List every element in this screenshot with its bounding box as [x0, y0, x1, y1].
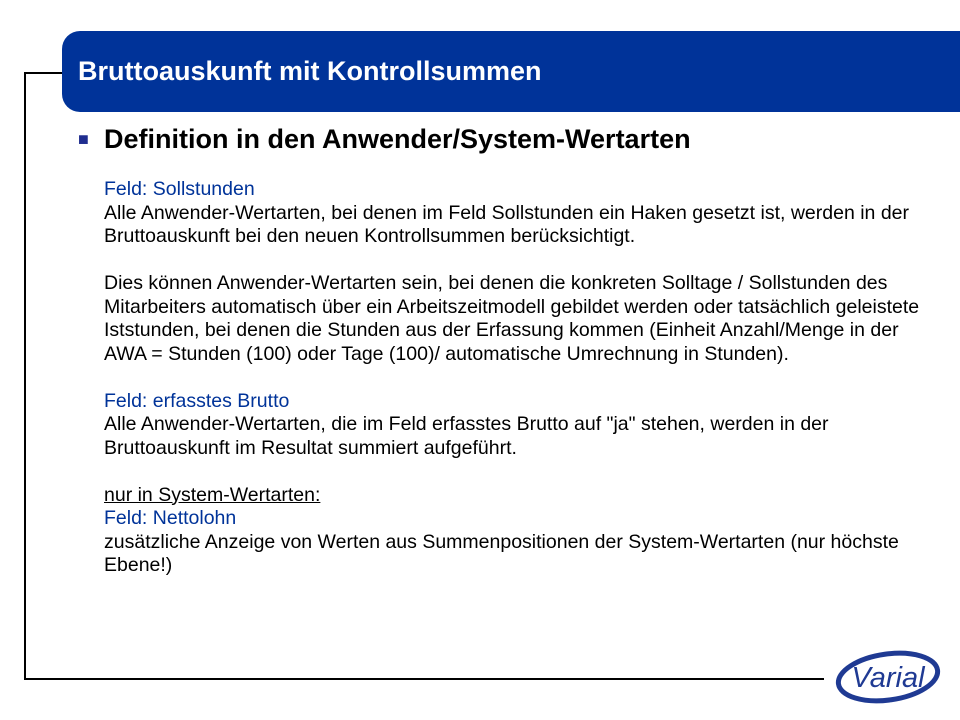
slide-content — [104, 178, 934, 578]
bullet-heading-row — [78, 124, 938, 155]
brutto-label: Feld: erfasstes Brutto — [104, 389, 290, 412]
frame-line-left — [24, 72, 26, 680]
system-note: nur in System-Wertarten: — [104, 483, 321, 506]
nettolohn-text: zusätzliche Anzeige von Werten aus Summenpositionen der System-Wertarten (nur höchste Ebene!) — [104, 530, 899, 576]
section-heading: Definition in den Anwender/System-Wertarten — [104, 124, 691, 154]
svg-text:Varial: Varial — [851, 662, 925, 694]
sollstunden-text-1: Alle Anwender-Wertarten, bei denen im Feld Sollstunden ein Haken gesetzt ist, werden in der Bruttoauskunft bei den neuen Kontrollsummen berücksichtigt. — [104, 201, 910, 247]
varial-logo — [832, 645, 944, 705]
square-bullet-icon: ■ — [78, 129, 89, 149]
sollstunden-label: Feld: Sollstunden — [104, 178, 255, 200]
slide-title: Bruttoauskunft mit Kontrollsummen — [78, 56, 542, 86]
spacer — [104, 366, 934, 390]
spacer — [104, 460, 934, 484]
sollstunden-text-2: Dies können Anwender-Wertarten sein, bei denen die konkreten Solltage / Sollstunden des Mitarbeiters automatisch über ein Arbeitszeitmodell gebildet werden oder tatsächlich geleistete Iststunden, bei denen die Stunden aus der Erfassung kommen (Einheit Anzahl/Menge in der AWA = Stunden (100) oder Tage (100)/ automatische Umrechnung in Stunden). — [104, 272, 920, 365]
brutto-text: Alle Anwender-Wertarten, die im Feld erfasstes Brutto auf "ja" stehen, werden in der Bruttoauskunft im Resultat summiert aufgeführt. — [104, 413, 829, 459]
spacer — [104, 249, 934, 273]
frame-line-top — [24, 72, 64, 74]
title-bar — [62, 31, 960, 112]
frame-line-bottom — [24, 678, 824, 680]
nettolohn-label: Feld: Nettolohn — [104, 507, 237, 529]
